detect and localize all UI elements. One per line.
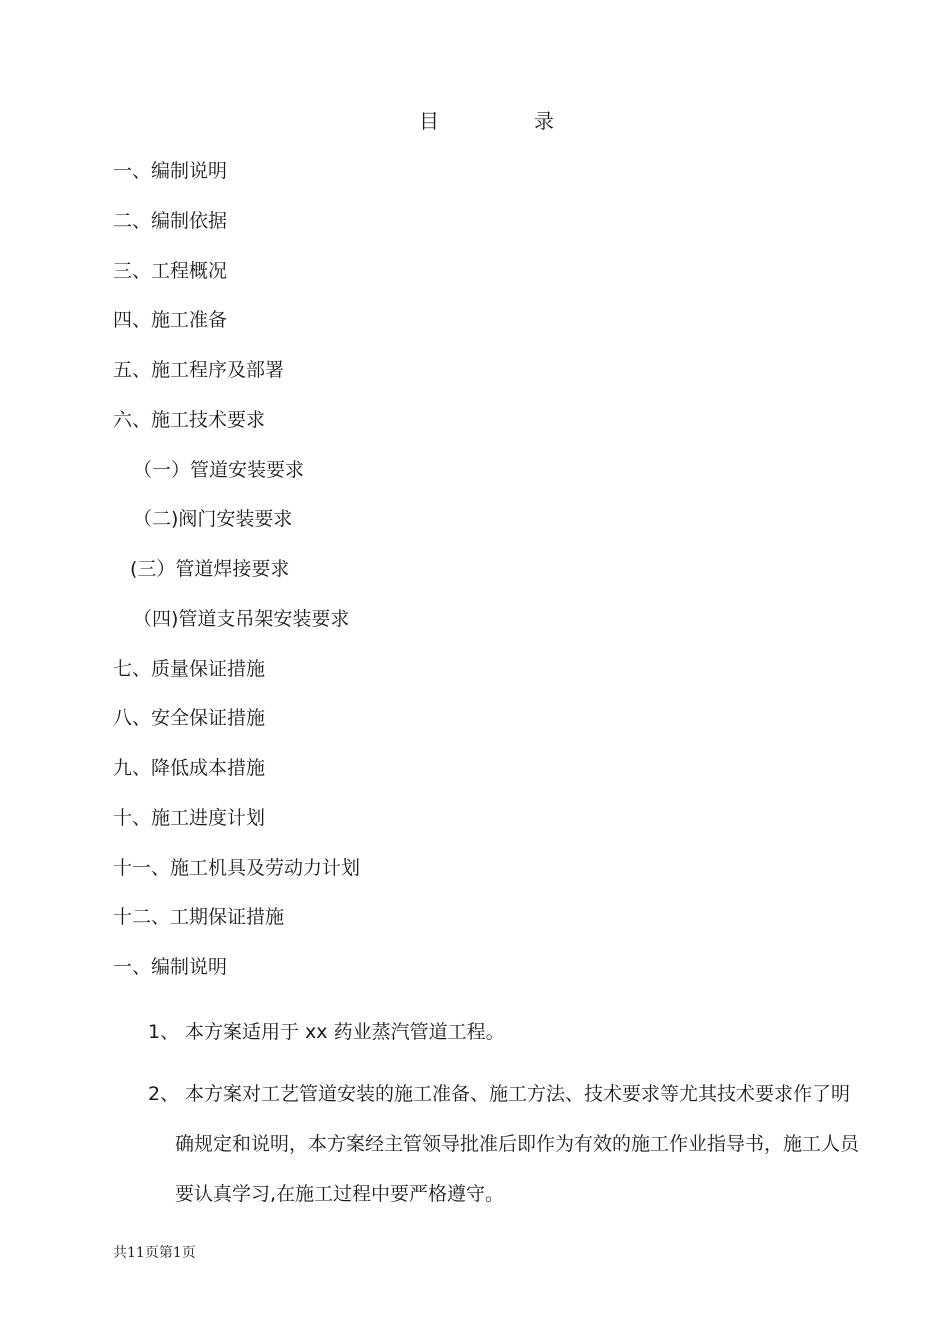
toc-item: 七、质量保证措施 <box>113 658 266 680</box>
paragraph-line: 确规定和说明，本方案经主管领导批准后即作为有效的施工作业指导书，施工人员 <box>175 1133 860 1155</box>
toc-subitem: （二)阀门安装要求 <box>133 508 293 530</box>
toc-item: 一、编制说明 <box>113 160 228 182</box>
toc-subitem: （四)管道支吊架安装要求 <box>133 608 350 630</box>
toc-item: 十、施工进度计划 <box>113 807 266 829</box>
toc-item: 六、施工技术要求 <box>113 409 266 431</box>
toc-title-char: 录 <box>534 109 554 133</box>
paragraph <box>148 1017 868 1047</box>
toc-item: 二、编制依据 <box>113 210 228 232</box>
toc-subitem: （一）管道安装要求 <box>133 459 305 481</box>
toc-item: 十二、工期保证措施 <box>113 906 285 928</box>
toc-subitem: (三）管道焊接要求 <box>130 558 290 580</box>
paragraph-line: 本方案适用于 xx 药业蒸汽管道工程。 <box>185 1021 505 1043</box>
toc-item: 九、降低成本措施 <box>113 757 266 779</box>
toc-item: 四、施工准备 <box>113 309 228 331</box>
toc-item: 三、工程概况 <box>113 260 228 282</box>
paragraph <box>148 1079 888 1209</box>
paragraph-line: 要认真学习,在施工过程中要严格遵守。 <box>175 1183 505 1205</box>
toc-item: 八、安全保证措施 <box>113 707 266 729</box>
paragraph-line: 本方案对工艺管道安装的施工准备、施工方法、技术要求等尤其技术要求作了明 <box>185 1083 851 1105</box>
page-footer: 共11页第1页 <box>113 1245 196 1261</box>
toc-title-char: 目 <box>419 109 439 133</box>
paragraph-number: 1、 <box>148 1021 180 1043</box>
section-heading: 一、编制说明 <box>113 956 228 978</box>
paragraph-number: 2、 <box>148 1083 180 1105</box>
toc-item: 五、施工程序及部署 <box>113 359 285 381</box>
toc-item: 十一、施工机具及劳动力计划 <box>113 857 361 879</box>
